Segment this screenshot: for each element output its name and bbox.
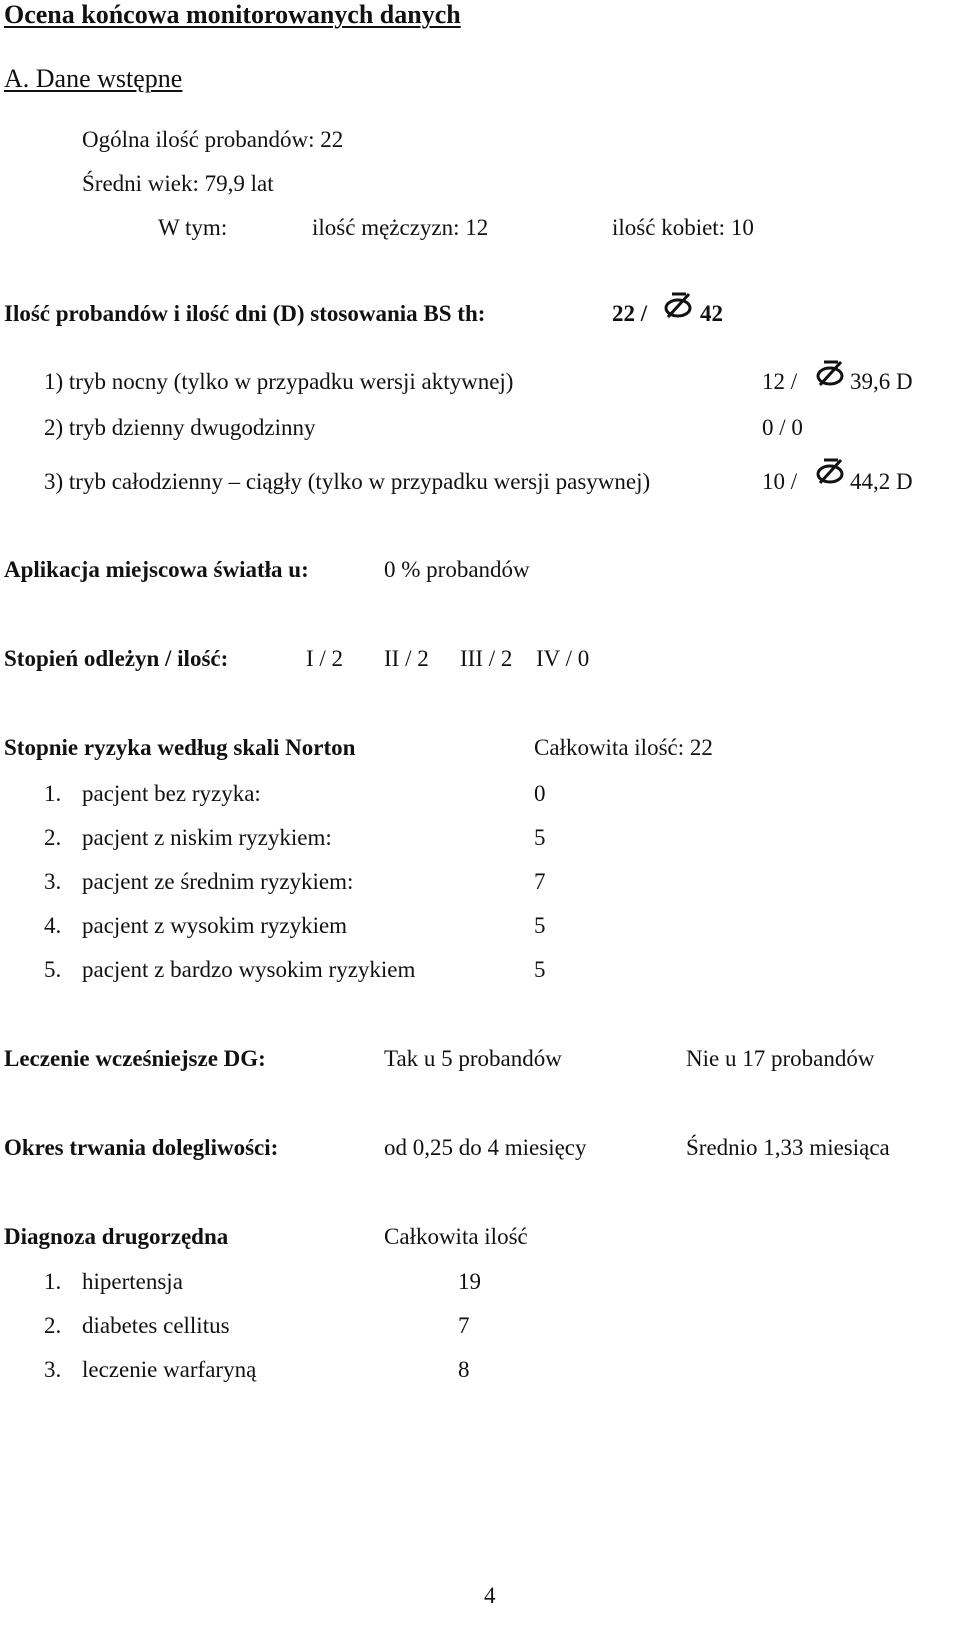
ulcer-grade-2: II / 2	[384, 646, 429, 671]
duration-average: Średnio 1,33 miesiąca	[686, 1135, 890, 1160]
list-item-label: pacjent z wysokim ryzykiem	[82, 913, 348, 938]
list-item-number: 2.	[44, 825, 62, 850]
including-label: W tym:	[158, 215, 228, 240]
list-item-value: 5	[534, 913, 546, 938]
mode-day-value: 0 / 0	[762, 415, 803, 440]
duration-label: Okres trwania dolegliwości:	[4, 1135, 279, 1160]
light-application-value: 0 % probandów	[384, 557, 530, 582]
list-item-label: pacjent bez ryzyka:	[82, 781, 261, 806]
list-item-value: 7	[534, 869, 546, 894]
average-symbol-icon	[814, 358, 846, 388]
list-item-label: leczenie warfaryną	[82, 1357, 257, 1382]
list-item-number: 1.	[44, 781, 62, 806]
mode-day-label: 2) tryb dzienny dwugodzinny	[44, 415, 316, 440]
bs-usage-count: 22 /	[612, 301, 648, 326]
duration-range: od 0,25 do 4 miesięcy	[384, 1135, 587, 1160]
secondary-diagnosis-total-label: Całkowita ilość	[384, 1224, 528, 1249]
ulcer-grade-label: Stopień odleżyn / ilość:	[4, 646, 229, 671]
prior-treatment-label: Leczenie wcześniejsze DG:	[4, 1046, 266, 1071]
list-item-number: 1.	[44, 1269, 62, 1294]
mode-night-label: 1) tryb nocny (tylko w przypadku wersji aktywnej)	[44, 369, 514, 394]
list-item-value: 19	[458, 1269, 481, 1294]
ulcer-grade-3: III / 2	[460, 646, 513, 671]
mode-full-day-count: 10 /	[762, 469, 798, 494]
list-item-number: 3.	[44, 869, 62, 894]
list-item-value: 7	[458, 1313, 470, 1338]
list-item-label: pacjent ze średnim ryzykiem:	[82, 869, 354, 894]
ulcer-grade-1: I / 2	[306, 646, 344, 671]
list-item-value: 5	[534, 957, 546, 982]
section-heading: A. Dane wstępne	[4, 64, 183, 93]
page-title: Ocena końcowa monitorowanych danych	[4, 0, 461, 29]
average-age: Średni wiek: 79,9 lat	[82, 171, 274, 196]
list-item-label: pacjent z niskim ryzykiem:	[82, 825, 332, 850]
list-item-value: 5	[534, 825, 546, 850]
mode-full-day-label: 3) tryb całodzienny – ciągły (tylko w przypadku wersji pasywnej)	[44, 469, 651, 494]
list-item-number: 4.	[44, 913, 62, 938]
mode-night-days: 39,6 D	[850, 369, 913, 394]
list-item-value: 0	[534, 781, 546, 806]
list-item-number: 5.	[44, 957, 62, 982]
men-count: ilość mężczyzn: 12	[312, 215, 489, 240]
bs-usage-days: 42	[700, 301, 723, 326]
list-item-number: 3.	[44, 1357, 62, 1382]
average-symbol-icon	[662, 290, 694, 320]
bs-usage-label: Ilość probandów i ilość dni (D) stosowania BS th:	[4, 301, 486, 326]
list-item-number: 2.	[44, 1313, 62, 1338]
women-count: ilość kobiet: 10	[612, 215, 754, 240]
total-probands: Ogólna ilość probandów: 22	[82, 127, 344, 152]
page-number: 4	[484, 1583, 496, 1608]
prior-treatment-yes: Tak u 5 probandów	[384, 1046, 562, 1071]
list-item-label: hipertensja	[82, 1269, 183, 1294]
norton-total: Całkowita ilość: 22	[534, 735, 713, 760]
ulcer-grade-4: IV / 0	[536, 646, 590, 671]
mode-full-day-days: 44,2 D	[850, 469, 913, 494]
mode-night-count: 12 /	[762, 369, 798, 394]
light-application-label: Aplikacja miejscowa światła u:	[4, 557, 309, 582]
list-item-label: pacjent z bardzo wysokim ryzykiem	[82, 957, 416, 982]
norton-label: Stopnie ryzyka według skali Norton	[4, 735, 356, 760]
prior-treatment-no: Nie u 17 probandów	[686, 1046, 875, 1071]
secondary-diagnosis-label: Diagnoza drugorzędna	[4, 1224, 229, 1249]
average-symbol-icon	[814, 456, 846, 486]
list-item-label: diabetes cellitus	[82, 1313, 230, 1338]
list-item-value: 8	[458, 1357, 470, 1382]
